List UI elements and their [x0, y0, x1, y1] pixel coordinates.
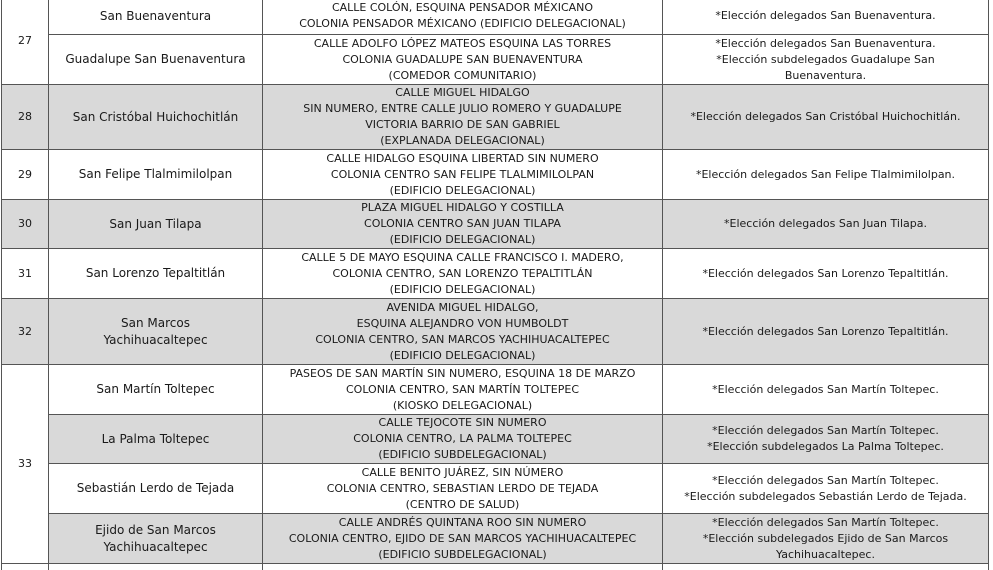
location-cell — [49, 35, 263, 85]
address-line: (CENTRO DE SALUD) — [267, 497, 658, 513]
note-line: *Elección delegados San Lorenzo Tepaltitlán. — [667, 266, 984, 282]
note-line: *Elección delegados San Buenaventura. — [667, 36, 984, 52]
address-cell — [263, 415, 663, 464]
address-line: CALLE BENITO JUÁREZ, SIN NÚMERO — [267, 465, 658, 481]
note-line: *Elección subdelegados La Palma Toltepec. — [667, 439, 984, 455]
address-line: CALLE TEJOCOTE SIN NUMERO — [267, 415, 658, 431]
table-row — [2, 200, 989, 249]
address-cell — [263, 150, 663, 200]
address-cell — [263, 249, 663, 299]
notes-cell — [663, 35, 989, 85]
location-name: Guadalupe San Buenaventura — [53, 51, 258, 68]
address-cell — [263, 464, 663, 514]
location-cell — [49, 415, 263, 464]
notes-cell — [663, 514, 989, 564]
address-line: COLONIA CENTRO, SEBASTIAN LERDO DE TEJADA — [267, 481, 658, 497]
notes-cell — [663, 150, 989, 200]
district-number: 30 — [2, 200, 49, 249]
location-cell — [49, 150, 263, 200]
district-number: 29 — [2, 150, 49, 200]
location-cell — [49, 0, 263, 35]
notes-cell — [663, 415, 989, 464]
location-name: San Lorenzo Tepaltitlán — [53, 265, 258, 282]
address-line: CALLE 5 DE MAYO ESQUINA CALLE FRANCISCO I. MADERO, — [267, 250, 658, 266]
address-cell — [263, 35, 663, 85]
address-line: COLONIA CENTRO, SAN MARTÍN TOLTEPEC — [267, 382, 658, 398]
note-line: Buenaventura. — [667, 68, 984, 84]
note-line: *Elección delegados San Juan Tilapa. — [667, 216, 984, 232]
address-line: CALLE COLÓN, ESQUINA PENSADOR MÉXICANO — [267, 0, 658, 16]
table-row — [2, 464, 989, 514]
address-line: (COMEDOR COMUNITARIO) — [267, 68, 658, 84]
notes-cell — [663, 200, 989, 249]
address-line: COLONIA CENTRO, LA PALMA TOLTEPEC — [267, 431, 658, 447]
notes-cell — [663, 365, 989, 415]
address-line: ESQUINA ALEJANDRO VON HUMBOLDT — [267, 316, 658, 332]
address-line: COLONIA CENTRO SAN FELIPE TLALMIMILOLPAN — [267, 167, 658, 183]
address-line: SIN NUMERO, ENTRE CALLE JULIO ROMERO Y GUADALUPE — [267, 101, 658, 117]
address-line: COLONIA CENTRO, EJIDO DE SAN MARCOS YACHIHUACALTEPEC — [267, 531, 658, 547]
location-cell — [49, 464, 263, 514]
note-line: *Elección subdelegados Sebastián Lerdo de Tejada. — [667, 489, 984, 505]
address-line: CALLE ADOLFO LÓPEZ MATEOS ESQUINA LAS TORRES — [267, 36, 658, 52]
address-line: COLONIA CENTRO, SAN MARCOS YACHIHUACALTEPEC — [267, 332, 658, 348]
location-cell — [49, 249, 263, 299]
table-row-partial — [2, 564, 989, 570]
note-line: *Elección delegados San Martín Toltepec. — [667, 382, 984, 398]
location-name: San Martín Toltepec — [53, 381, 258, 398]
address-line: (EDIFICIO SUBDELEGACIONAL) — [267, 447, 658, 463]
address-line: COLONIA PENSADOR MÉXICANO (EDIFICIO DELEGACIONAL) — [267, 16, 658, 32]
district-number: 28 — [2, 85, 49, 150]
note-line: *Elección delegados San Martín Toltepec. — [667, 473, 984, 489]
address-line: (EDIFICIO DELEGACIONAL) — [267, 282, 658, 298]
address-cell — [263, 299, 663, 365]
table-row — [2, 0, 989, 35]
address-line: COLONIA CENTRO, SAN LORENZO TEPALTITLÁN — [267, 266, 658, 282]
address-line: (EDIFICIO SUBDELEGACIONAL) — [267, 547, 658, 563]
table-row — [2, 85, 989, 150]
address-line: (EDIFICIO DELEGACIONAL) — [267, 232, 658, 248]
notes-cell — [663, 85, 989, 150]
partial-cell — [663, 564, 989, 570]
location-cell — [49, 85, 263, 150]
note-line: *Elección delegados San Cristóbal Huichochitlán. — [667, 109, 984, 125]
table-row — [2, 150, 989, 200]
address-cell — [263, 514, 663, 564]
notes-cell — [663, 0, 989, 35]
table-row — [2, 299, 989, 365]
note-line: *Elección delegados San Buenaventura. — [667, 8, 984, 24]
partial-cell — [263, 564, 663, 570]
table-row — [2, 415, 989, 464]
location-name: Yachihuacaltepec — [53, 332, 258, 349]
location-cell — [49, 299, 263, 365]
address-line: VICTORIA BARRIO DE SAN GABRIEL — [267, 117, 658, 133]
notes-cell — [663, 464, 989, 514]
table-row — [2, 514, 989, 564]
address-line: CALLE MIGUEL HIDALGO — [267, 85, 658, 101]
district-number: 27 — [2, 0, 49, 85]
note-line: *Elección delegados San Felipe Tlalmimilolpan. — [667, 167, 984, 183]
partial-cell — [49, 564, 263, 570]
note-line: *Elección subdelegados Guadalupe San — [667, 52, 984, 68]
address-line: COLONIA GUADALUPE SAN BUENAVENTURA — [267, 52, 658, 68]
note-line: *Elección delegados San Lorenzo Tepaltitlán. — [667, 324, 984, 340]
notes-cell — [663, 299, 989, 365]
notes-cell — [663, 249, 989, 299]
address-line: COLONIA CENTRO SAN JUAN TILAPA — [267, 216, 658, 232]
location-name: San Felipe Tlalmimilolpan — [53, 166, 258, 183]
partial-cell — [2, 564, 49, 570]
district-number: 31 — [2, 249, 49, 299]
address-line: (EXPLANADA DELEGACIONAL) — [267, 133, 658, 149]
address-cell — [263, 200, 663, 249]
district-number: 32 — [2, 299, 49, 365]
address-cell — [263, 365, 663, 415]
note-line: Yachihuacaltepec. — [667, 547, 984, 563]
address-cell — [263, 0, 663, 35]
location-name: San Juan Tilapa — [53, 216, 258, 233]
address-line: (EDIFICIO DELEGACIONAL) — [267, 348, 658, 364]
polling-locations-table — [1, 0, 989, 570]
address-line: (EDIFICIO DELEGACIONAL) — [267, 183, 658, 199]
address-line: PLAZA MIGUEL HIDALGO Y COSTILLA — [267, 200, 658, 216]
address-line: PASEOS DE SAN MARTÍN SIN NUMERO, ESQUINA 18 DE MARZO — [267, 366, 658, 382]
address-line: CALLE ANDRÉS QUINTANA ROO SIN NUMERO — [267, 515, 658, 531]
address-cell — [263, 85, 663, 150]
location-name: San Marcos — [53, 315, 258, 332]
note-line: *Elección delegados San Martín Toltepec. — [667, 423, 984, 439]
location-name: Yachihuacaltepec — [53, 539, 258, 556]
address-line: AVENIDA MIGUEL HIDALGO, — [267, 300, 658, 316]
note-line: *Elección delegados San Martín Toltepec. — [667, 515, 984, 531]
district-number: 33 — [2, 365, 49, 564]
location-name: Sebastián Lerdo de Tejada — [53, 480, 258, 497]
location-cell — [49, 200, 263, 249]
address-line: (KIOSKO DELEGACIONAL) — [267, 398, 658, 414]
table-row — [2, 249, 989, 299]
location-name: San Cristóbal Huichochitlán — [53, 109, 258, 126]
location-name: Ejido de San Marcos — [53, 522, 258, 539]
address-line: CALLE HIDALGO ESQUINA LIBERTAD SIN NUMERO — [267, 151, 658, 167]
location-cell — [49, 514, 263, 564]
table-row — [2, 35, 989, 85]
note-line: *Elección subdelegados Ejido de San Marcos — [667, 531, 984, 547]
location-name: La Palma Toltepec — [53, 431, 258, 448]
location-cell — [49, 365, 263, 415]
table-row — [2, 365, 989, 415]
location-name: San Buenaventura — [53, 8, 258, 25]
